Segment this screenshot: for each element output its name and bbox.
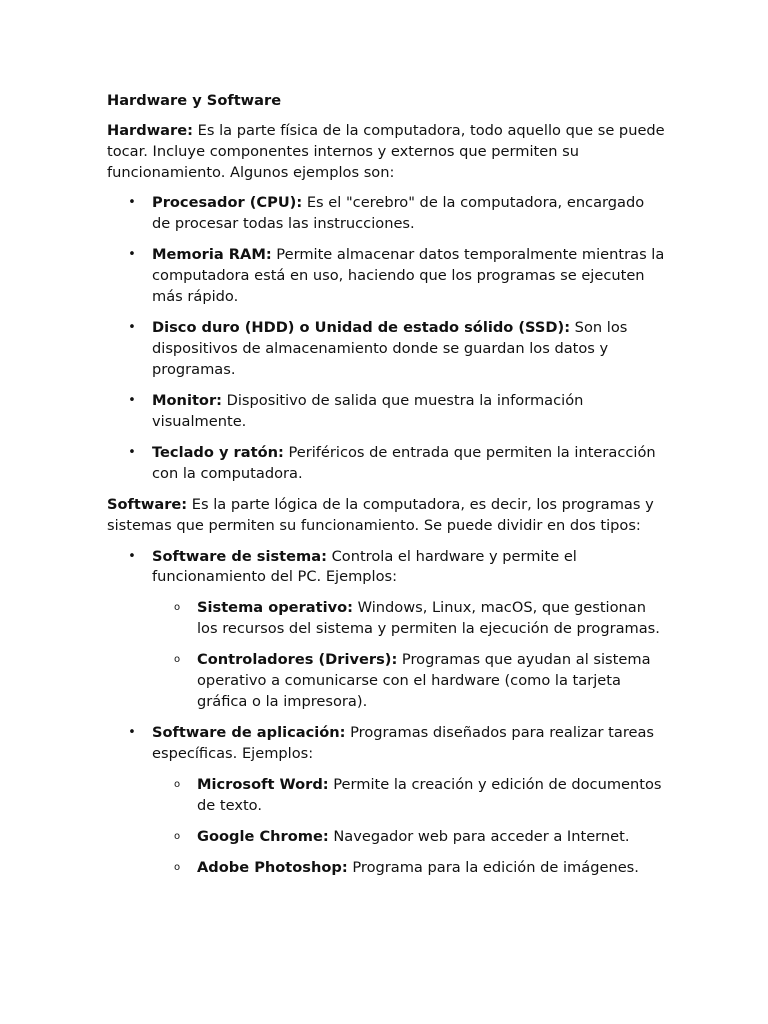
item-text: Permite almacenar datos temporalmente mientras la computadora está en uso, haciendo que los programas se ejecuten más rápido. <box>152 246 665 305</box>
list-item <box>107 193 667 235</box>
item-text: Permite la creación y edición de documentos de texto. <box>197 776 662 815</box>
bullet-icon: • <box>128 444 136 460</box>
list-item-system-software <box>107 547 667 713</box>
item-term: Procesador (CPU): <box>152 194 303 212</box>
software-paragraph <box>107 495 667 537</box>
list-item <box>152 775 667 817</box>
item-term: Sistema operativo: <box>197 599 353 617</box>
document-page <box>107 90 667 890</box>
hardware-examples-list <box>107 193 667 484</box>
item-text: Es el "cerebro" de la computadora, encargado de procesar todas las instrucciones. <box>152 194 645 233</box>
list-item <box>107 318 667 380</box>
hardware-term: Hardware: <box>107 122 193 139</box>
item-text: Windows, Linux, macOS, que gestionan los recursos del sistema y permiten la ejecución de programas. <box>197 599 660 638</box>
hardware-description: Es la parte física de la computadora, todo aquello que se puede tocar. Incluye componentes internos y externos que permiten su funcionamiento. Algunos ejemplos son: <box>107 122 665 181</box>
item-term: Teclado y ratón: <box>152 443 284 461</box>
item-text: Programas diseñados para realizar tareas específicas. Ejemplos: <box>152 724 655 763</box>
bullet-icon: • <box>128 548 136 564</box>
software-description: Es la parte lógica de la computadora, es decir, los programas y sistemas que permiten su funcionamiento. Se puede dividir en dos tipos: <box>107 495 654 534</box>
item-text: Controla el hardware y permite el funcionamiento del PC. Ejemplos: <box>152 547 577 586</box>
software-types-list <box>107 547 667 880</box>
item-text: Dispositivo de salida que muestra la información visualmente. <box>152 391 584 430</box>
item-term: Monitor: <box>152 391 222 409</box>
list-item-application-software <box>107 723 667 879</box>
bullet-icon: • <box>128 392 136 408</box>
hardware-paragraph <box>107 121 667 183</box>
circle-bullet-icon: o <box>173 779 181 791</box>
list-item <box>107 391 667 433</box>
item-term: Memoria RAM: <box>152 246 272 264</box>
item-term: Google Chrome: <box>197 828 329 846</box>
circle-bullet-icon: o <box>173 654 181 666</box>
application-software-examples-list <box>152 775 667 879</box>
bullet-icon: • <box>128 320 136 336</box>
list-item <box>152 598 667 640</box>
item-text: Programas que ayudan al sistema operativo a comunicarse con el hardware (como la tarjeta gráfica o la impresora). <box>197 651 651 711</box>
item-text: Navegador web para acceder a Internet. <box>328 828 630 846</box>
document-title: Hardware y Software <box>107 92 282 109</box>
bullet-icon: • <box>128 247 136 263</box>
list-item <box>152 650 667 712</box>
item-text: Periféricos de entrada que permiten la interacción con la computadora. <box>152 443 656 482</box>
list-item <box>152 827 667 848</box>
item-term: Microsoft Word: <box>197 776 329 794</box>
item-term: Controladores (Drivers): <box>197 651 398 669</box>
bullet-icon: • <box>128 725 136 741</box>
list-item <box>152 858 667 879</box>
circle-bullet-icon: o <box>173 602 181 614</box>
item-term: Software de sistema: <box>152 547 327 565</box>
item-term: Disco duro (HDD) o Unidad de estado sólido (SSD): <box>152 319 571 337</box>
circle-bullet-icon: o <box>173 831 181 843</box>
system-software-examples-list <box>152 598 667 712</box>
item-text: Programa para la edición de imágenes. <box>347 859 639 877</box>
software-term: Software: <box>107 495 188 513</box>
item-text: Son los dispositivos de almacenamiento donde se guardan los datos y programas. <box>152 319 628 378</box>
list-item <box>107 443 667 485</box>
item-term: Adobe Photoshop: <box>197 859 348 877</box>
item-term: Software de aplicación: <box>152 724 346 742</box>
list-item <box>107 245 667 307</box>
bullet-icon: • <box>128 195 136 211</box>
circle-bullet-icon: o <box>173 862 181 874</box>
